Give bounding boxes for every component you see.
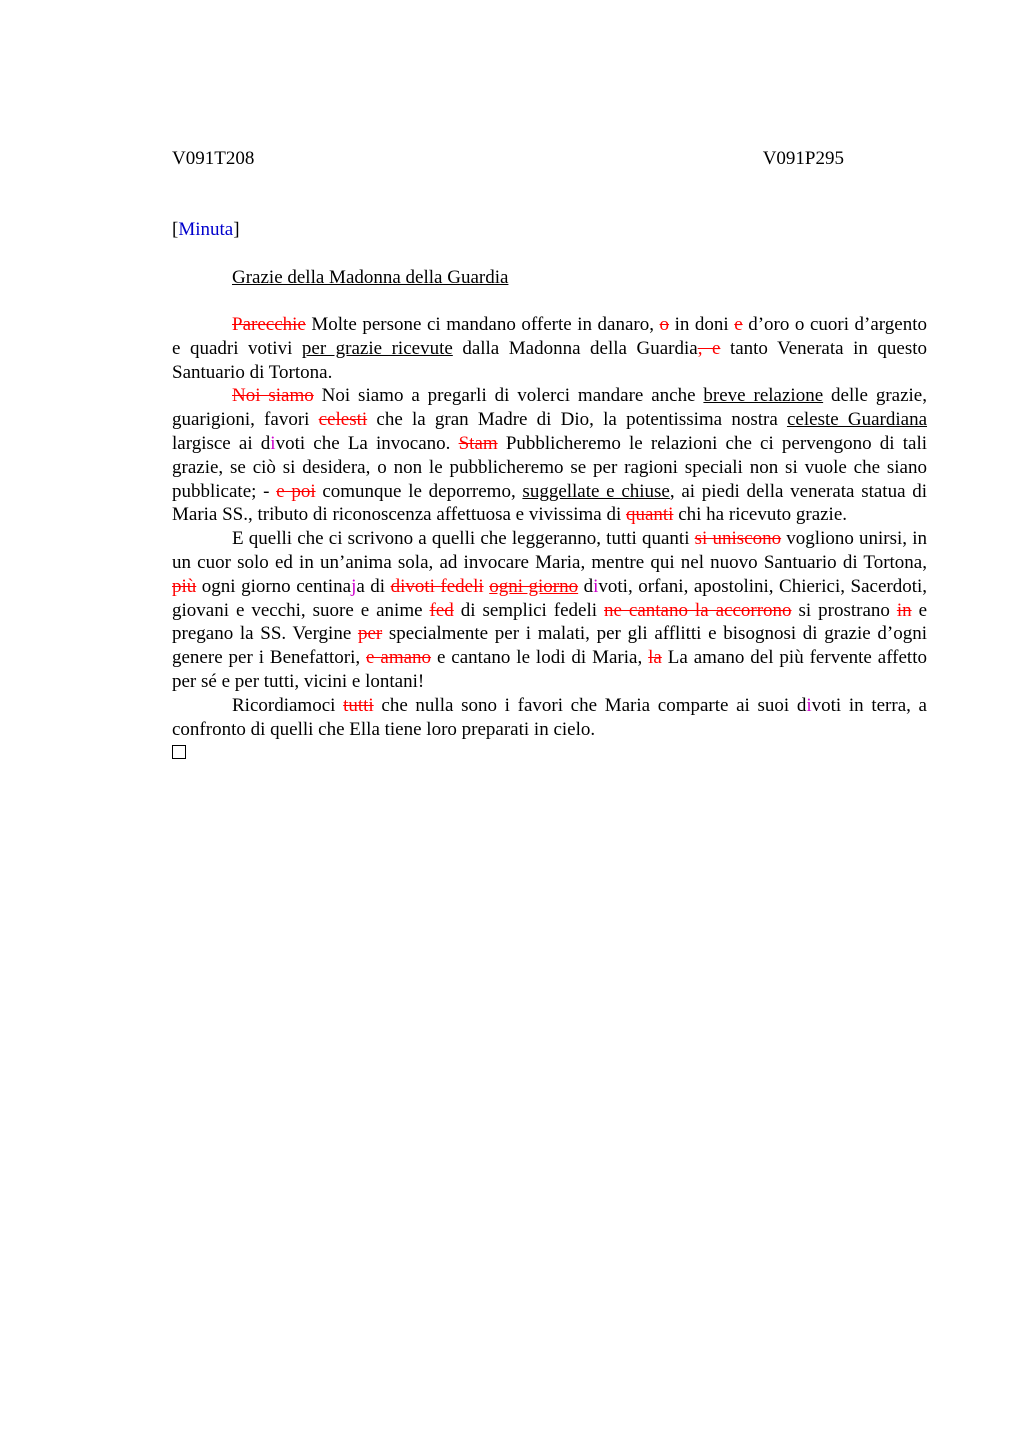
deleted-text: più	[172, 575, 197, 597]
text-segment: chi ha ricevuto grazie.	[673, 504, 848, 526]
text-segment: in doni	[669, 314, 735, 335]
minuta-label	[172, 218, 240, 242]
text-segment: La amano del più fervente affetto per sé e per tutti, vicini e lontani!	[172, 647, 927, 692]
square-box-icon	[172, 745, 186, 759]
deleted-text: e	[734, 314, 743, 335]
text-segment: comunque le deporremo,	[315, 480, 523, 502]
deleted-text: Stam	[458, 432, 498, 454]
text-segment: e pregano la SS. Vergine	[172, 599, 928, 645]
text-segment: vogliono unirsi, in un cuor solo ed in un’anima sola, ad invocare Maria, mentre qui nel nuovo Santuario di Tortona,	[172, 528, 928, 573]
text-segment: Pubblicheremo le relazioni che ci pervengono di tali grazie, se ciò si desidera, o non le pubblicheremo se per ragioni speciali non si vuole che siano pubblicate; -	[172, 432, 928, 502]
underlined-text: per grazie ricevute	[301, 337, 453, 359]
deleted-text: Noi siamo	[232, 385, 314, 407]
text-segment: E quelli che ci scrivono a quelli che leggeranno, tutti quanti	[232, 528, 695, 550]
deleted-text: celesti	[318, 409, 368, 431]
text-segment: a di	[356, 575, 391, 597]
paragraph	[172, 384, 927, 527]
paragraph	[172, 694, 927, 742]
minuta-text: Minuta	[178, 219, 234, 240]
deleted-text: e amano	[366, 647, 432, 669]
deleted-text: , e	[697, 337, 721, 359]
paragraph	[172, 527, 927, 694]
document-body	[172, 313, 927, 766]
deleted-text: per	[357, 623, 383, 645]
text-segment: Noi siamo a pregarli di volerci mandare anche	[313, 385, 704, 407]
bracket-open: [	[172, 219, 179, 240]
text-segment: tanto Venerata in questo Santuario di Tortona.	[172, 337, 928, 383]
deleted-text: la	[648, 647, 662, 669]
deleted-text: e poi	[276, 480, 316, 502]
deleted-text: quanti	[625, 504, 674, 526]
text-segment: Molte persone ci mandano offerte in danaro,	[305, 314, 660, 335]
right-code: V091P295	[762, 148, 844, 169]
text-segment: d	[578, 575, 594, 597]
deleted-text: ne cantano la accorrono	[604, 599, 792, 621]
inserted-letter: i	[806, 694, 812, 716]
text-segment: specialmente per i malati, per gli afflitti e bisognosi di grazie d’ogni genere per i Benefattori,	[172, 623, 927, 669]
deleted-text: si uniscono	[694, 528, 782, 550]
underlined-text: suggellate e chiuse	[522, 480, 670, 502]
left-code: V091T208	[172, 148, 255, 169]
text-segment: di semplici fedeli	[453, 599, 604, 621]
text-segment: che la gran Madre di Dio, la potentissima nostra	[367, 409, 787, 431]
text-segment: d’oro o cuori d’argento e quadri votivi	[172, 314, 927, 359]
text-segment: che nulla sono i favori che Maria comparte ai suoi d	[373, 694, 807, 716]
deleted-text: tutti	[343, 694, 374, 716]
deleted-text: divoti fedeli	[390, 575, 484, 597]
text-segment: dalla Madonna della Guardia	[452, 337, 698, 359]
text-segment: delle grazie, guarigioni, favori	[172, 385, 927, 431]
text-segment: , ai piedi della venerata statua di Maria SS., tributo di riconoscenza affettuosa e vivissima di	[172, 480, 928, 526]
document-title: Grazie della Madonna della Guardia	[232, 267, 509, 288]
text-segment: Ricordiamoci	[232, 694, 344, 716]
text-segment: voti in terra, a confronto di quelli che Ella tiene loro preparati in cielo.	[172, 694, 927, 740]
text-segment: largisce ai d	[172, 432, 271, 454]
bracket-close: ]	[233, 219, 240, 240]
text-segment: si prostrano	[791, 599, 897, 621]
paragraph	[172, 313, 927, 384]
inserted-letter: i	[270, 432, 276, 454]
deleted-text: fed	[429, 599, 454, 621]
inserted-letter: i	[593, 575, 599, 597]
text-segment: ogni giorno centina	[196, 575, 352, 597]
text-segment: voti che La invocano.	[275, 432, 459, 454]
deleted-text: o	[659, 314, 670, 335]
deleted-text: Parecchie	[232, 314, 306, 335]
deleted-text: in	[896, 599, 912, 621]
text-segment: e cantano le lodi di Maria,	[431, 647, 649, 669]
header	[172, 147, 844, 171]
text-segment: voti, orfani, apostolini, Chierici, Sacerdoti, giovani e vecchi, suore e anime	[172, 575, 928, 621]
deleted-text: ogni giorno	[489, 575, 579, 597]
inserted-letter: j	[351, 575, 357, 597]
underlined-text: celeste Guardiana	[786, 409, 928, 431]
underlined-text: breve relazione	[703, 385, 824, 407]
